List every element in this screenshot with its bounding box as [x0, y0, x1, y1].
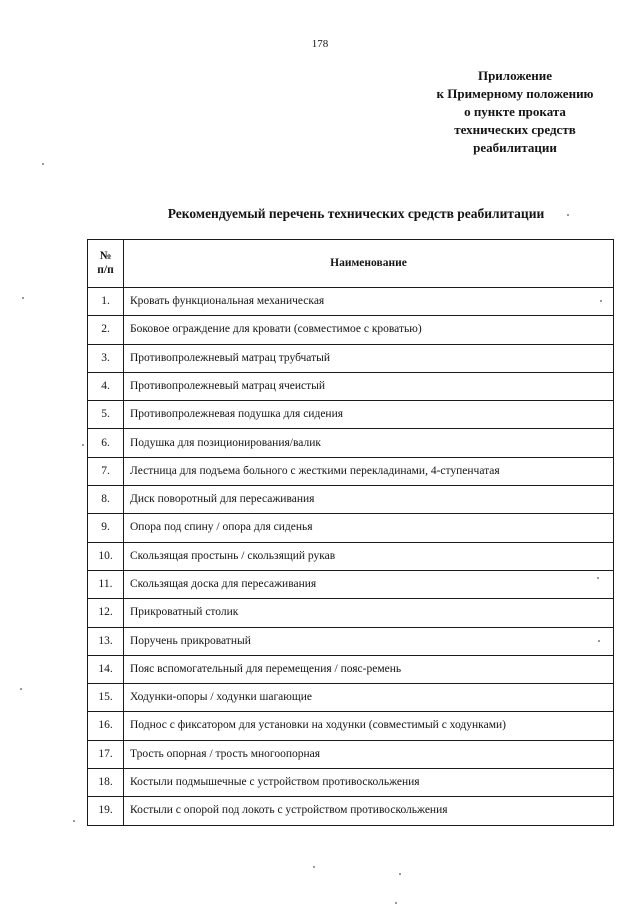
row-number: 1. [88, 288, 124, 316]
row-number: 2. [88, 316, 124, 344]
table-row [88, 344, 614, 372]
scan-speck [597, 577, 599, 579]
page-number: 178 [311, 38, 329, 50]
row-name: Прикроватный столик [124, 599, 614, 627]
row-name: Поручень прикроватный [124, 627, 614, 655]
table-row [88, 316, 614, 344]
scan-speck [399, 873, 401, 875]
scan-speck [567, 214, 569, 216]
name-column-header: Наименование [124, 240, 614, 288]
row-number: 8. [88, 486, 124, 514]
row-name: Лестница для подъема больного с жесткими перекладинами, 4-ступенчатая [124, 457, 614, 485]
row-name: Кровать функциональная механическая [124, 288, 614, 316]
row-name: Поднос с фиксатором для установки на ходунки (совместимый с ходунками) [124, 712, 614, 740]
appendix-line: к Примерному положению [436, 86, 594, 101]
table-header-row [88, 240, 614, 288]
row-name: Ходунки-опоры / ходунки шагающие [124, 684, 614, 712]
table-row [88, 514, 614, 542]
row-name: Костыли подмышечные с устройством противоскольжения [124, 769, 614, 797]
row-name: Скользящая доска для пересаживания [124, 570, 614, 598]
row-number: 9. [88, 514, 124, 542]
table-row [88, 570, 614, 598]
row-number: 19. [88, 797, 124, 825]
row-name: Боковое ограждение для кровати (совместимое с кроватью) [124, 316, 614, 344]
table-body [88, 288, 614, 826]
row-number: 6. [88, 429, 124, 457]
number-column-header [88, 240, 124, 288]
table-row [88, 740, 614, 768]
table-row [88, 627, 614, 655]
row-number: 10. [88, 542, 124, 570]
scan-speck [313, 866, 315, 868]
number-header-line: п/п [97, 263, 114, 276]
table-row [88, 372, 614, 400]
scan-speck [42, 163, 44, 165]
row-number: 18. [88, 769, 124, 797]
row-name: Скользящая простынь / скользящий рукав [124, 542, 614, 570]
scan-speck [598, 640, 600, 642]
row-number: 11. [88, 570, 124, 598]
row-number: 13. [88, 627, 124, 655]
row-number: 7. [88, 457, 124, 485]
row-name: Костыли с опорой под локоть с устройством противоскольжения [124, 797, 614, 825]
scan-speck [73, 820, 75, 822]
row-name: Противопролежневая подушка для сидения [124, 401, 614, 429]
appendix-line: технических средств [454, 122, 576, 137]
row-name: Опора под спину / опора для сиденья [124, 514, 614, 542]
row-name: Противопролежневый матрац трубчатый [124, 344, 614, 372]
table-row [88, 655, 614, 683]
row-number: 4. [88, 372, 124, 400]
table-row [88, 769, 614, 797]
table-row [88, 429, 614, 457]
list-title: Рекомендуемый перечень технических средств реабилитации [167, 206, 545, 221]
rehab-equipment-table [87, 239, 614, 826]
table-row [88, 401, 614, 429]
row-number: 5. [88, 401, 124, 429]
scan-speck [600, 300, 602, 302]
table-row [88, 542, 614, 570]
row-name: Диск поворотный для пересаживания [124, 486, 614, 514]
table-row [88, 712, 614, 740]
table-row [88, 457, 614, 485]
appendix-line: о пункте проката [464, 104, 566, 119]
row-name: Трость опорная / трость многоопорная [124, 740, 614, 768]
appendix-line: реабилитации [473, 140, 557, 155]
row-number: 12. [88, 599, 124, 627]
row-number: 3. [88, 344, 124, 372]
table-row [88, 486, 614, 514]
row-name: Подушка для позиционирования/валик [124, 429, 614, 457]
table-row [88, 288, 614, 316]
number-header-line: № [99, 250, 112, 263]
appendix-heading [385, 67, 640, 157]
table-row [88, 797, 614, 825]
table-row [88, 599, 614, 627]
appendix-line: Приложение [477, 68, 553, 83]
row-number: 14. [88, 655, 124, 683]
table-row [88, 684, 614, 712]
scan-speck [22, 297, 24, 299]
row-name: Пояс вспомогательный для перемещения / пояс-ремень [124, 655, 614, 683]
row-number: 15. [88, 684, 124, 712]
scan-speck [20, 688, 22, 690]
row-name: Противопролежневый матрац ячеистый [124, 372, 614, 400]
row-number: 17. [88, 740, 124, 768]
scan-speck [82, 444, 84, 446]
scan-speck [395, 902, 397, 904]
row-number: 16. [88, 712, 124, 740]
